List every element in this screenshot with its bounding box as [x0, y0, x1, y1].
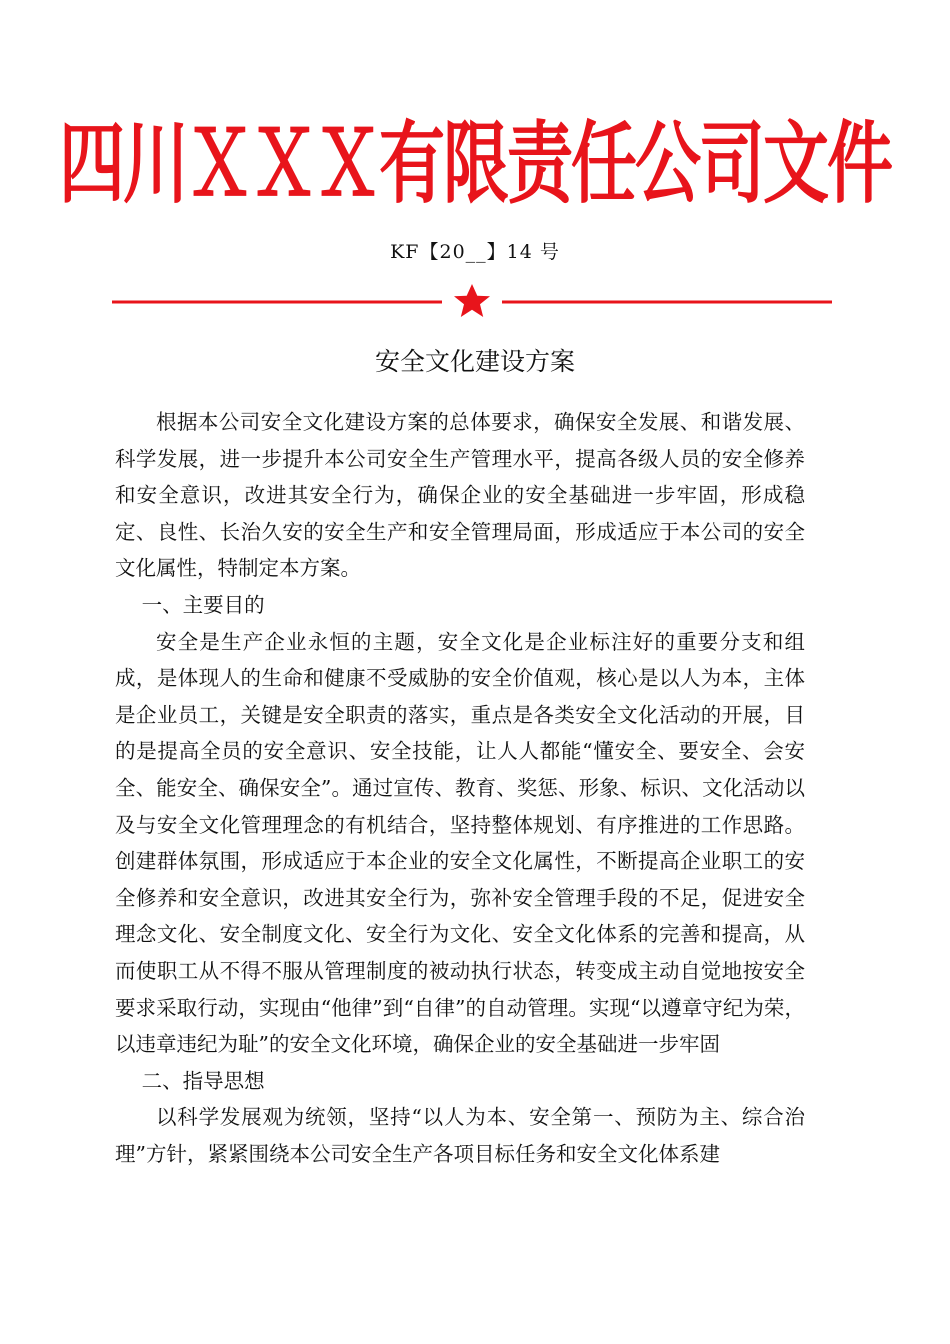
section-paragraph: 安全是生产企业永恒的主题，安全文化是企业标注好的重要分支和组成，是体现人的生命和健康不受威胁的安全价值观，核心是以人为本，主体是企业员工，关键是安全职责的落实，重点是各类安全文化活动的开展，目的是提高全员的安全意识、安全技能，让人人都能“懂安全、要安全、会安全、能安全、确保安全”。通过宣传、教育、奖惩、形象、标识、文化活动以及与安全文化管理理念的有机结合，坚持整体规划、有序推进的工作思路。创建群体氛围，形成适应于本企业的安全文化属性，不断提高企业职工的安全修养和安全意识，改进其安全行为，弥补安全管理手段的不足，促进安全理念文化、安全制度文化、安全行为文化、安全文化体系的完善和提高，从而使职工从不得不服从管理制度的被动执行状态，转变成主动自觉地按安全要求采取行动，实现由“他律”到“自律”的自动管理。实现“以遵章守纪为荣，以违章违纪为耻”的安全文化环境，确保企业的安全基础进一步牢固 — [115, 629, 805, 1057]
section-heading: 二、指导思想 — [141, 1068, 265, 1093]
section-paragraph: 以科学发展观为统领，坚持“以人为本、安全第一、预防为主、综合治理”方针，紧紧围绕本公司安全生产各项目标任务和安全文化体系建 — [115, 1105, 805, 1166]
intro-paragraph: 根据本公司安全文化建设方案的总体要求，确保安全发展、和谐发展、科学发展，进一步提升本公司安全生产管理水平，提高各级人员的安全修养和安全意识，改进其安全行为，确保企业的安全基础进一步牢固，形成稳定、良性、长治久安的安全生产和安全管理局面，形成适应于本公司的安全文化属性，特制定本方案。 — [115, 410, 805, 581]
red-star-icon — [454, 284, 490, 317]
org-document-header: 四川ＸＸＸ有限责任公司文件 — [59, 111, 891, 216]
document-body — [115, 404, 805, 1172]
document-number: KF【20__】14 号 — [390, 241, 560, 263]
section-heading: 一、主要目的 — [141, 592, 265, 617]
document-title: 安全文化建设方案 — [374, 347, 575, 376]
red-star-divider — [112, 284, 832, 324]
